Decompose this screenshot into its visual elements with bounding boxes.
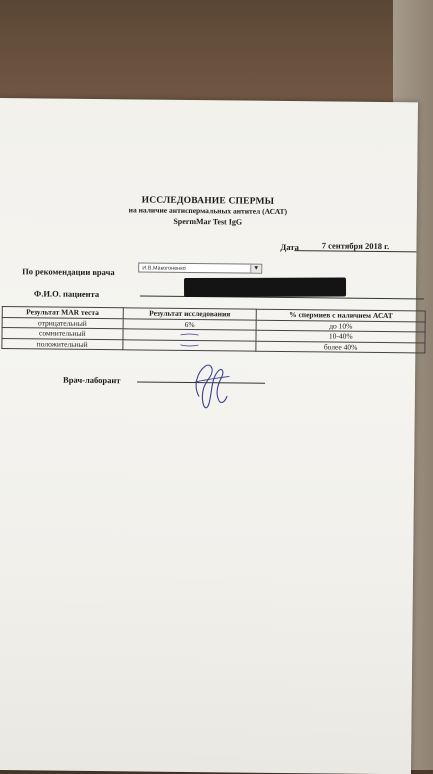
- chevron-down-icon[interactable]: ▼: [250, 265, 261, 273]
- result-cell: 6%: [123, 318, 257, 330]
- patient-label: Ф.И.О. пациента: [33, 288, 100, 300]
- document-subtitle: на наличие антиспермальных антител (АСАТ): [128, 205, 288, 217]
- date-label: Дата: [280, 241, 299, 253]
- header-study-result: Результат исследования: [123, 308, 257, 320]
- percent-cell: 10-40%: [256, 330, 425, 342]
- percent-cell: до 10%: [257, 320, 426, 332]
- mar-cell: отрицательный: [2, 317, 123, 329]
- dash-mark: [175, 332, 205, 337]
- mar-cell: положительный: [2, 338, 123, 350]
- result-cell: [122, 339, 256, 351]
- test-name: SpermMar Test IgG: [173, 216, 243, 227]
- header-mar-result: Результат MAR теста: [2, 307, 123, 319]
- document-sheet: [0, 98, 418, 774]
- results-table: [1, 306, 425, 353]
- document-title: ИССЛЕДОВАНИЕ СПЕРМЫ: [141, 195, 275, 207]
- doctor-select[interactable]: [138, 262, 262, 273]
- header-percent-asat: % спермиев с наличием АСАТ: [257, 309, 426, 321]
- dash-mark: [174, 343, 204, 348]
- percent-cell: более 40%: [256, 341, 425, 353]
- handwritten-signature: [185, 356, 236, 413]
- redaction-block: [184, 278, 346, 298]
- mar-cell: сомнительный: [2, 328, 123, 340]
- date-value: 7 сентября 2018 г.: [294, 240, 416, 252]
- doctor-select-value: И.В.Макогоненко: [142, 265, 186, 272]
- doctor-label: По рекомендации врача: [22, 266, 115, 278]
- signature-label: Врач-лаборант: [63, 374, 121, 386]
